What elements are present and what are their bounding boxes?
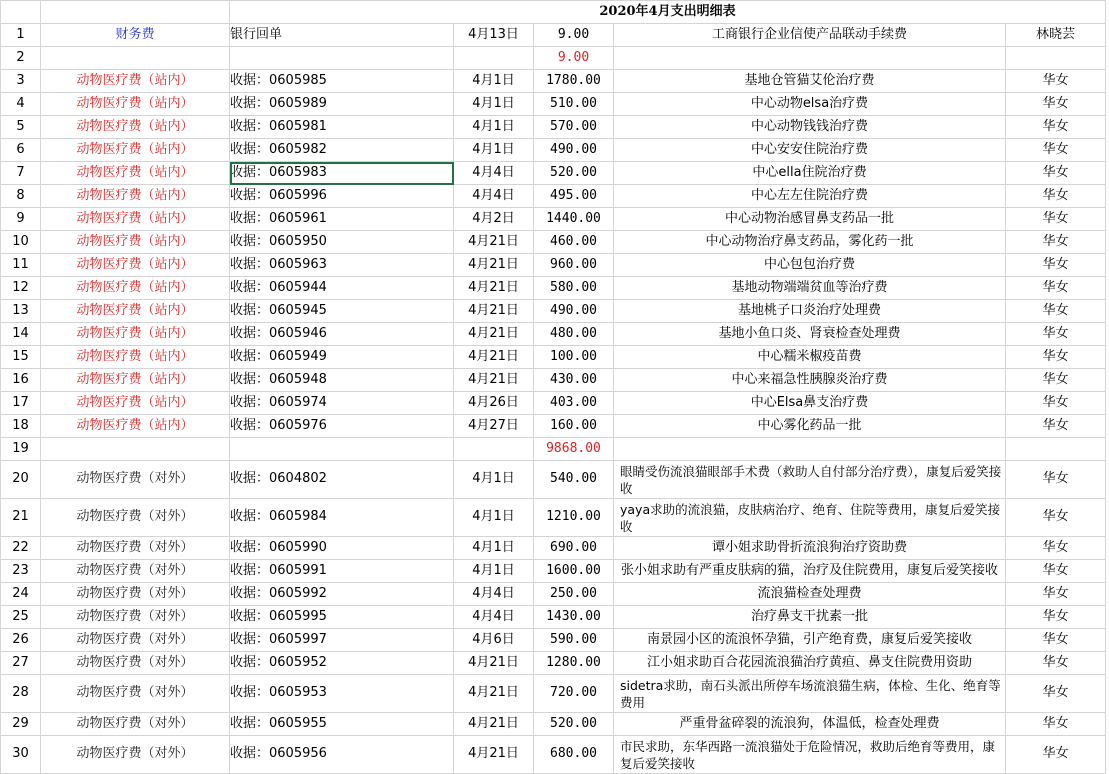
date-cell[interactable]: 4月1日 bbox=[454, 70, 534, 93]
date-cell[interactable]: 4月1日 bbox=[454, 116, 534, 139]
row-number[interactable]: 21 bbox=[1, 499, 41, 537]
category-cell[interactable]: 动物医疗费（对外） bbox=[41, 583, 230, 606]
row-number[interactable]: 25 bbox=[1, 606, 41, 629]
row-number[interactable]: 10 bbox=[1, 231, 41, 254]
row-number[interactable]: 28 bbox=[1, 675, 41, 713]
person-cell[interactable]: 华女 bbox=[1006, 652, 1106, 675]
description-cell[interactable]: 基地动物端端贫血等治疗费 bbox=[614, 277, 1006, 300]
receipt-cell[interactable]: 收据：0605996 bbox=[230, 185, 454, 208]
receipt-cell[interactable]: 收据：0605991 bbox=[230, 560, 454, 583]
category-cell[interactable]: 动物医疗费（站内） bbox=[41, 70, 230, 93]
row-number[interactable]: 4 bbox=[1, 93, 41, 116]
amount-cell[interactable]: 1780.00 bbox=[534, 70, 614, 93]
description-cell[interactable]: 工商银行企业信使产品联动手续费 bbox=[614, 24, 1006, 47]
table-row bbox=[1, 652, 1106, 675]
receipt-cell[interactable]: 收据：0605992 bbox=[230, 583, 454, 606]
date-cell[interactable]: 4月2日 bbox=[454, 208, 534, 231]
receipt-cell[interactable]: 收据：0605956 bbox=[230, 736, 454, 774]
person-cell[interactable]: 华女 bbox=[1006, 415, 1106, 438]
amount-cell[interactable]: 960.00 bbox=[534, 254, 614, 277]
category-cell[interactable]: 动物医疗费（对外） bbox=[41, 629, 230, 652]
row-number[interactable]: 15 bbox=[1, 346, 41, 369]
table-row bbox=[1, 560, 1106, 583]
receipt-cell[interactable]: 收据：0605983 bbox=[230, 162, 454, 185]
date-cell[interactable]: 4月21日 bbox=[454, 323, 534, 346]
empty-cell[interactable] bbox=[230, 47, 454, 70]
person-cell[interactable]: 华女 bbox=[1006, 392, 1106, 415]
table-row bbox=[1, 606, 1106, 629]
category-cell[interactable]: 动物医疗费（站内） bbox=[41, 116, 230, 139]
description-cell[interactable]: yaya求助的流浪猫，皮肤病治疗、绝育、住院等费用，康复后爱笑接收 bbox=[614, 499, 1006, 537]
receipt-cell[interactable]: 收据：0605982 bbox=[230, 139, 454, 162]
person-cell[interactable]: 华女 bbox=[1006, 93, 1106, 116]
category-cell[interactable]: 动物医疗费（对外） bbox=[41, 652, 230, 675]
category-cell[interactable]: 动物医疗费（站内） bbox=[41, 392, 230, 415]
receipt-cell[interactable]: 收据：0605997 bbox=[230, 629, 454, 652]
receipt-cell[interactable]: 收据：0605945 bbox=[230, 300, 454, 323]
empty-cell[interactable] bbox=[230, 438, 454, 461]
table-row bbox=[1, 93, 1106, 116]
row-number[interactable]: 19 bbox=[1, 438, 41, 461]
category-cell[interactable]: 动物医疗费（站内） bbox=[41, 369, 230, 392]
receipt-cell[interactable]: 收据：0605976 bbox=[230, 415, 454, 438]
row-number[interactable]: 17 bbox=[1, 392, 41, 415]
person-cell[interactable]: 华女 bbox=[1006, 713, 1106, 736]
date-cell[interactable]: 4月21日 bbox=[454, 713, 534, 736]
date-cell[interactable]: 4月4日 bbox=[454, 583, 534, 606]
receipt-cell[interactable]: 收据：0605950 bbox=[230, 231, 454, 254]
receipt-cell[interactable]: 收据：0605985 bbox=[230, 70, 454, 93]
amount-cell[interactable]: 510.00 bbox=[534, 93, 614, 116]
amount-cell[interactable]: 480.00 bbox=[534, 323, 614, 346]
receipt-cell[interactable]: 收据：0605961 bbox=[230, 208, 454, 231]
receipt-cell[interactable]: 收据：0605981 bbox=[230, 116, 454, 139]
description-cell[interactable]: 中心雾化药品一批 bbox=[614, 415, 1006, 438]
description-cell[interactable]: 治疗鼻支干扰素一批 bbox=[614, 606, 1006, 629]
category-cell[interactable]: 动物医疗费（站内） bbox=[41, 415, 230, 438]
empty-cell[interactable] bbox=[454, 438, 534, 461]
person-cell[interactable]: 华女 bbox=[1006, 162, 1106, 185]
person-cell[interactable]: 华女 bbox=[1006, 231, 1106, 254]
table-row bbox=[1, 162, 1106, 185]
empty-cell[interactable] bbox=[41, 1, 230, 24]
table-row bbox=[1, 369, 1106, 392]
row-number[interactable]: 2 bbox=[1, 47, 41, 70]
date-cell[interactable]: 4月1日 bbox=[454, 93, 534, 116]
row-number[interactable]: 16 bbox=[1, 369, 41, 392]
person-cell[interactable]: 华女 bbox=[1006, 675, 1106, 713]
date-cell[interactable]: 4月1日 bbox=[454, 461, 534, 499]
description-cell[interactable]: sidetra求助，南石头派出所停车场流浪猫生病，体检、生化、绝育等费用 bbox=[614, 675, 1006, 713]
receipt-cell[interactable]: 收据：0605944 bbox=[230, 277, 454, 300]
empty-cell[interactable] bbox=[1006, 47, 1106, 70]
table-row bbox=[1, 323, 1106, 346]
date-cell[interactable]: 4月4日 bbox=[454, 185, 534, 208]
row-number[interactable]: 27 bbox=[1, 652, 41, 675]
date-cell[interactable]: 4月21日 bbox=[454, 254, 534, 277]
person-cell[interactable]: 华女 bbox=[1006, 323, 1106, 346]
row-number[interactable]: 26 bbox=[1, 629, 41, 652]
description-cell[interactable]: 中心左左住院治疗费 bbox=[614, 185, 1006, 208]
amount-cell[interactable]: 1210.00 bbox=[534, 499, 614, 537]
date-cell[interactable]: 4月13日 bbox=[454, 24, 534, 47]
date-cell[interactable]: 4月1日 bbox=[454, 537, 534, 560]
row-number[interactable]: 1 bbox=[1, 24, 41, 47]
receipt-cell[interactable]: 收据：0605989 bbox=[230, 93, 454, 116]
category-cell[interactable]: 动物医疗费（站内） bbox=[41, 231, 230, 254]
category-cell[interactable]: 动物医疗费（站内） bbox=[41, 93, 230, 116]
category-cell[interactable]: 动物医疗费（站内） bbox=[41, 162, 230, 185]
table-row bbox=[1, 139, 1106, 162]
amount-cell[interactable]: 250.00 bbox=[534, 583, 614, 606]
description-cell[interactable]: 基地仓管猫艾伦治疗费 bbox=[614, 70, 1006, 93]
date-cell[interactable]: 4月21日 bbox=[454, 231, 534, 254]
description-cell[interactable]: 中心糯米椒疫苗费 bbox=[614, 346, 1006, 369]
subtotal-row bbox=[1, 47, 1106, 70]
row-number[interactable]: 29 bbox=[1, 713, 41, 736]
subtotal-amount[interactable]: 9868.00 bbox=[534, 438, 614, 461]
category-cell[interactable]: 动物医疗费（站内） bbox=[41, 254, 230, 277]
person-cell[interactable]: 华女 bbox=[1006, 116, 1106, 139]
sheet-title[interactable]: 2020年4月支出明细表 bbox=[230, 1, 1106, 24]
row-number[interactable]: 9 bbox=[1, 208, 41, 231]
table-row bbox=[1, 300, 1106, 323]
table-row bbox=[1, 277, 1106, 300]
person-cell[interactable]: 华女 bbox=[1006, 208, 1106, 231]
table-row bbox=[1, 461, 1106, 499]
receipt-cell[interactable]: 收据：0605952 bbox=[230, 652, 454, 675]
amount-cell[interactable]: 590.00 bbox=[534, 629, 614, 652]
person-cell[interactable]: 华女 bbox=[1006, 606, 1106, 629]
date-cell[interactable]: 4月1日 bbox=[454, 499, 534, 537]
receipt-cell[interactable]: 收据：0605949 bbox=[230, 346, 454, 369]
amount-cell[interactable]: 1440.00 bbox=[534, 208, 614, 231]
row-number[interactable]: 11 bbox=[1, 254, 41, 277]
amount-cell[interactable]: 720.00 bbox=[534, 675, 614, 713]
receipt-cell[interactable]: 收据：0605955 bbox=[230, 713, 454, 736]
description-cell[interactable]: 基地桃子口炎治疗处理费 bbox=[614, 300, 1006, 323]
date-cell[interactable]: 4月6日 bbox=[454, 629, 534, 652]
category-cell[interactable]: 动物医疗费（对外） bbox=[41, 713, 230, 736]
subtotal-amount[interactable]: 9.00 bbox=[534, 47, 614, 70]
date-cell[interactable]: 4月21日 bbox=[454, 346, 534, 369]
header-row bbox=[1, 24, 1106, 47]
row-number[interactable]: 14 bbox=[1, 323, 41, 346]
table-row bbox=[1, 116, 1106, 139]
row-number[interactable]: 30 bbox=[1, 736, 41, 774]
date-cell[interactable]: 4月21日 bbox=[454, 675, 534, 713]
receipt-cell[interactable]: 收据：0605974 bbox=[230, 392, 454, 415]
amount-cell[interactable]: 570.00 bbox=[534, 116, 614, 139]
category-cell[interactable]: 动物医疗费（站内） bbox=[41, 323, 230, 346]
person-cell[interactable]: 华女 bbox=[1006, 629, 1106, 652]
empty-cell[interactable] bbox=[41, 438, 230, 461]
date-cell[interactable]: 4月4日 bbox=[454, 162, 534, 185]
empty-cell[interactable] bbox=[614, 438, 1006, 461]
amount-cell[interactable]: 403.00 bbox=[534, 392, 614, 415]
person-cell[interactable]: 华女 bbox=[1006, 560, 1106, 583]
category-cell[interactable]: 动物医疗费（对外） bbox=[41, 537, 230, 560]
empty-cell[interactable] bbox=[1006, 438, 1106, 461]
description-cell[interactable]: 中心Elsa鼻支治疗费 bbox=[614, 392, 1006, 415]
receipt-cell[interactable]: 收据：0605963 bbox=[230, 254, 454, 277]
category-cell[interactable]: 动物医疗费（对外） bbox=[41, 675, 230, 713]
subtotal-row bbox=[1, 438, 1106, 461]
person-cell[interactable]: 林晓芸 bbox=[1006, 24, 1106, 47]
description-cell[interactable]: 中心动物钱钱治疗费 bbox=[614, 116, 1006, 139]
row-number[interactable]: 20 bbox=[1, 461, 41, 499]
amount-cell[interactable]: 430.00 bbox=[534, 369, 614, 392]
category-cell[interactable]: 动物医疗费（站内） bbox=[41, 277, 230, 300]
date-cell[interactable]: 4月21日 bbox=[454, 369, 534, 392]
receipt-cell[interactable]: 收据：0605946 bbox=[230, 323, 454, 346]
row-number[interactable]: 22 bbox=[1, 537, 41, 560]
description-cell[interactable]: 南景园小区的流浪怀孕猫，引产绝育费，康复后爱笑接收 bbox=[614, 629, 1006, 652]
table-row bbox=[1, 583, 1106, 606]
date-cell[interactable]: 4月21日 bbox=[454, 300, 534, 323]
person-cell[interactable]: 华女 bbox=[1006, 461, 1106, 499]
amount-cell[interactable]: 520.00 bbox=[534, 713, 614, 736]
table-row bbox=[1, 346, 1106, 369]
receipt-cell[interactable]: 收据：0605948 bbox=[230, 369, 454, 392]
table-row bbox=[1, 675, 1106, 713]
amount-cell[interactable]: 160.00 bbox=[534, 415, 614, 438]
description-cell[interactable]: 严重骨盆碎裂的流浪狗，体温低，检查处理费 bbox=[614, 713, 1006, 736]
person-cell[interactable]: 华女 bbox=[1006, 369, 1106, 392]
category-cell[interactable]: 动物医疗费（站内） bbox=[41, 346, 230, 369]
corner-cell[interactable] bbox=[1, 1, 41, 24]
description-cell[interactable]: 眼睛受伤流浪猫眼部手术费（救助人自付部分治疗费），康复后爱笑接收 bbox=[614, 461, 1006, 499]
table-row bbox=[1, 415, 1106, 438]
person-cell[interactable]: 华女 bbox=[1006, 499, 1106, 537]
amount-cell[interactable]: 520.00 bbox=[534, 162, 614, 185]
empty-cell[interactable] bbox=[454, 47, 534, 70]
date-cell[interactable]: 4月21日 bbox=[454, 277, 534, 300]
amount-cell[interactable]: 1280.00 bbox=[534, 652, 614, 675]
date-cell[interactable]: 4月1日 bbox=[454, 139, 534, 162]
description-cell[interactable]: 中心ella住院治疗费 bbox=[614, 162, 1006, 185]
row-number[interactable]: 12 bbox=[1, 277, 41, 300]
person-cell[interactable]: 华女 bbox=[1006, 139, 1106, 162]
description-cell[interactable]: 谭小姐求助骨折流浪狗治疗资助费 bbox=[614, 537, 1006, 560]
amount-cell[interactable]: 490.00 bbox=[534, 300, 614, 323]
empty-cell[interactable] bbox=[41, 47, 230, 70]
row-number[interactable]: 5 bbox=[1, 116, 41, 139]
description-cell[interactable]: 中心来福急性胰腺炎治疗费 bbox=[614, 369, 1006, 392]
table-row bbox=[1, 537, 1106, 560]
person-cell[interactable]: 华女 bbox=[1006, 277, 1106, 300]
receipt-cell[interactable]: 收据：0605984 bbox=[230, 499, 454, 537]
amount-cell[interactable]: 580.00 bbox=[534, 277, 614, 300]
date-cell[interactable]: 4月21日 bbox=[454, 736, 534, 774]
category-cell[interactable]: 动物医疗费（对外） bbox=[41, 606, 230, 629]
amount-cell[interactable]: 495.00 bbox=[534, 185, 614, 208]
table-row bbox=[1, 70, 1106, 93]
receipt-cell[interactable]: 收据：0605953 bbox=[230, 675, 454, 713]
person-cell[interactable]: 华女 bbox=[1006, 185, 1106, 208]
category-cell[interactable]: 动物医疗费（对外） bbox=[41, 560, 230, 583]
category-cell[interactable]: 动物医疗费（站内） bbox=[41, 185, 230, 208]
row-number[interactable]: 7 bbox=[1, 162, 41, 185]
row-number[interactable]: 3 bbox=[1, 70, 41, 93]
date-cell[interactable]: 4月27日 bbox=[454, 415, 534, 438]
table-row bbox=[1, 499, 1106, 537]
description-cell[interactable]: 中心动物治感冒鼻支药品一批 bbox=[614, 208, 1006, 231]
category-cell[interactable]: 动物医疗费（对外） bbox=[41, 461, 230, 499]
table-row bbox=[1, 254, 1106, 277]
amount-cell[interactable]: 1430.00 bbox=[534, 606, 614, 629]
description-cell[interactable]: 中心动物elsa治疗费 bbox=[614, 93, 1006, 116]
person-cell[interactable]: 华女 bbox=[1006, 583, 1106, 606]
table-row bbox=[1, 392, 1106, 415]
receipt-cell[interactable]: 银行回单 bbox=[230, 24, 454, 47]
person-cell[interactable]: 华女 bbox=[1006, 346, 1106, 369]
row-number[interactable]: 23 bbox=[1, 560, 41, 583]
description-cell[interactable]: 中心包包治疗费 bbox=[614, 254, 1006, 277]
row-number[interactable]: 8 bbox=[1, 185, 41, 208]
description-cell[interactable]: 流浪猫检查处理费 bbox=[614, 583, 1006, 606]
person-cell[interactable]: 华女 bbox=[1006, 537, 1106, 560]
date-cell[interactable]: 4月1日 bbox=[454, 560, 534, 583]
description-cell[interactable]: 市民求助，东华西路一流浪猫处于危险情况，救助后绝育等费用，康复后爱笑接收 bbox=[614, 736, 1006, 774]
date-cell[interactable]: 4月21日 bbox=[454, 652, 534, 675]
table-row bbox=[1, 629, 1106, 652]
category-cell[interactable]: 动物医疗费（站内） bbox=[41, 139, 230, 162]
amount-cell[interactable]: 9.00 bbox=[534, 24, 614, 47]
amount-cell[interactable]: 680.00 bbox=[534, 736, 614, 774]
description-cell[interactable]: 基地小鱼口炎、肾衰检查处理费 bbox=[614, 323, 1006, 346]
table-row bbox=[1, 736, 1106, 774]
amount-cell[interactable]: 690.00 bbox=[534, 537, 614, 560]
person-cell[interactable]: 华女 bbox=[1006, 300, 1106, 323]
category-cell[interactable]: 动物医疗费（站内） bbox=[41, 208, 230, 231]
table-row bbox=[1, 208, 1106, 231]
table-row bbox=[1, 231, 1106, 254]
row-number[interactable]: 6 bbox=[1, 139, 41, 162]
amount-cell[interactable]: 490.00 bbox=[534, 139, 614, 162]
description-cell[interactable]: 中心安安住院治疗费 bbox=[614, 139, 1006, 162]
amount-cell[interactable]: 460.00 bbox=[534, 231, 614, 254]
empty-cell[interactable] bbox=[614, 47, 1006, 70]
category-cell[interactable]: 动物医疗费（站内） bbox=[41, 300, 230, 323]
receipt-cell[interactable]: 收据：0605995 bbox=[230, 606, 454, 629]
receipt-cell[interactable]: 收据：0605990 bbox=[230, 537, 454, 560]
description-cell[interactable]: 中心动物治疗鼻支药品，雾化药一批 bbox=[614, 231, 1006, 254]
amount-cell[interactable]: 100.00 bbox=[534, 346, 614, 369]
amount-cell[interactable]: 1600.00 bbox=[534, 560, 614, 583]
person-cell[interactable]: 华女 bbox=[1006, 736, 1106, 774]
category-cell[interactable]: 动物医疗费（对外） bbox=[41, 736, 230, 774]
date-cell[interactable]: 4月26日 bbox=[454, 392, 534, 415]
category-cell[interactable]: 动物医疗费（对外） bbox=[41, 499, 230, 537]
table-row bbox=[1, 185, 1106, 208]
person-cell[interactable]: 华女 bbox=[1006, 70, 1106, 93]
row-number[interactable]: 18 bbox=[1, 415, 41, 438]
description-cell[interactable]: 江小姐求助百合花园流浪猫治疗黄疸、鼻支住院费用资助 bbox=[614, 652, 1006, 675]
person-cell[interactable]: 华女 bbox=[1006, 254, 1106, 277]
category-cell[interactable]: 财务费 bbox=[41, 24, 230, 47]
date-cell[interactable]: 4月4日 bbox=[454, 606, 534, 629]
amount-cell[interactable]: 540.00 bbox=[534, 461, 614, 499]
description-cell[interactable]: 张小姐求助有严重皮肤病的猫，治疗及住院费用，康复后爱笑接收 bbox=[614, 560, 1006, 583]
row-number[interactable]: 24 bbox=[1, 583, 41, 606]
table-row bbox=[1, 713, 1106, 736]
title-row bbox=[1, 1, 1106, 24]
row-number[interactable]: 13 bbox=[1, 300, 41, 323]
receipt-cell[interactable]: 收据：0604802 bbox=[230, 461, 454, 499]
